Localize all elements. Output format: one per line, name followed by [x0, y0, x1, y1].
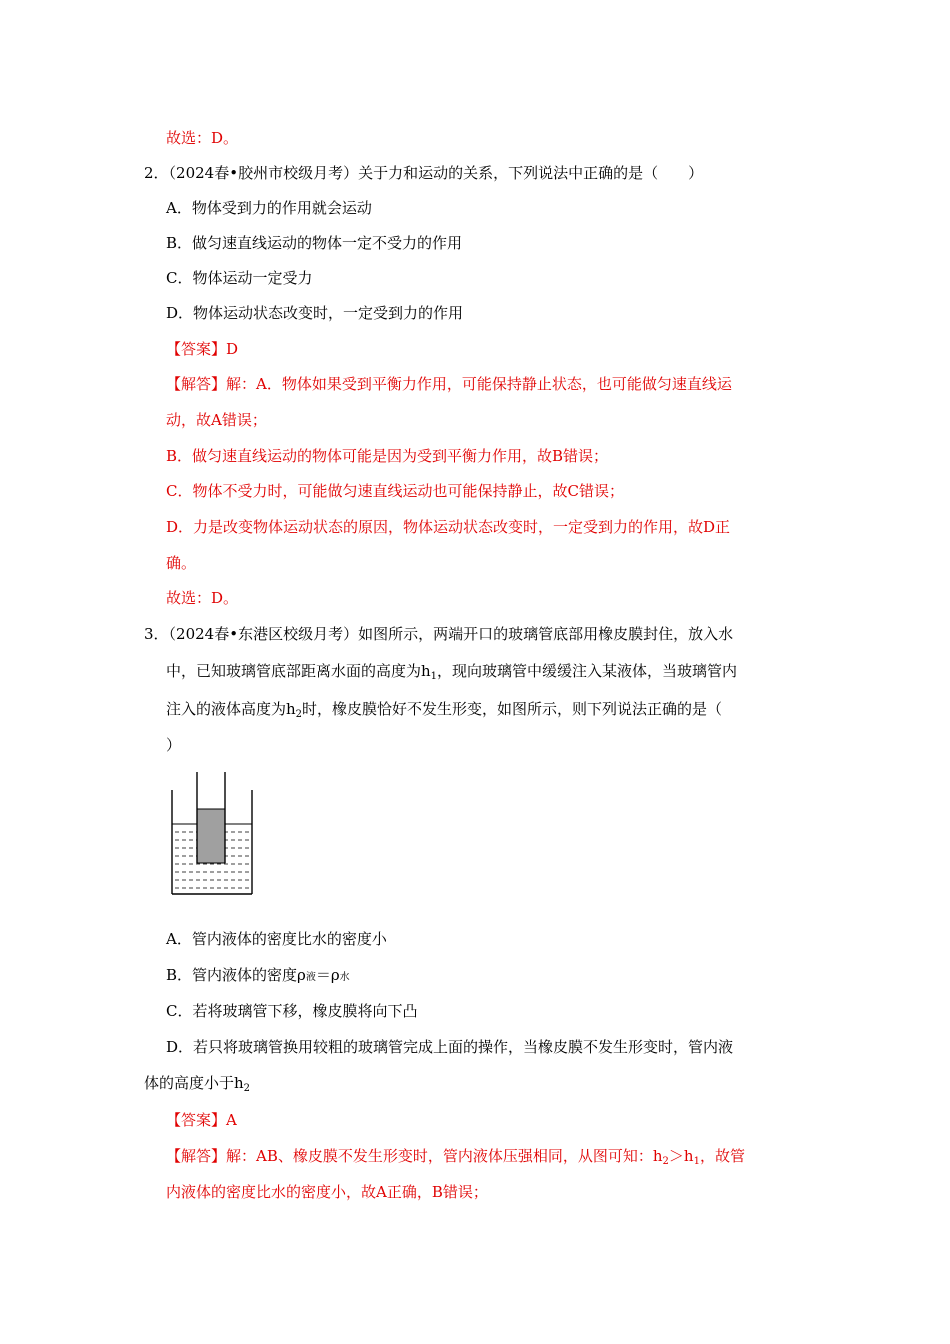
q3-option-a: A．管内液体的密度比水的密度小 — [166, 930, 387, 948]
q2-analysis-line: 确。 — [166, 554, 197, 572]
q2-analysis-line: 故选：D。 — [166, 589, 239, 607]
q2-analysis-line: D．力是改变物体运动状态的原因，物体运动状态改变时，一定受到力的作用，故D正 — [166, 518, 731, 536]
beaker-with-glass-tube-diagram-icon — [166, 770, 258, 898]
q3-answer: 【答案】A — [166, 1111, 237, 1129]
q2-analysis-line: 动，故A错误； — [166, 411, 267, 429]
q3-stem-line: 3．（2024春•东港区校级月考）如图所示，两端开口的玻璃管底部用橡皮膜封住，放入水 — [144, 625, 734, 643]
q2-option-c: C．物体运动一定受力 — [166, 269, 313, 287]
q3-option-b: B．管内液体的密度ρ液＝ρ水 — [166, 966, 350, 984]
q2-answer: 【答案】D — [166, 340, 239, 358]
prev-answer-conclusion: 故选：D。 — [166, 129, 239, 147]
q3-option-d: D．若只将玻璃管换用较粗的玻璃管完成上面的操作，当橡皮膜不发生形变时，管内液 — [166, 1038, 734, 1056]
q3-stem-line: 注入的液体高度为$h_2$时，橡皮膜恰好不发生形变，如图所示，则下列说法正确的是（ — [166, 700, 723, 720]
q3-option-d-continued: 体的高度小于$h_2$ — [144, 1074, 251, 1094]
q2-option-b: B．做匀速直线运动的物体一定不受力的作用 — [166, 234, 463, 252]
q3-stem-line: ） — [166, 736, 182, 754]
q2-option-d: D．物体运动状态改变时，一定受到力的作用 — [166, 304, 464, 322]
q2-stem: 2．（2024春•胶州市校级月考）关于力和运动的关系，下列说法中正确的是（ ） — [144, 164, 704, 182]
q2-option-a: A．物体受到力的作用就会运动 — [166, 199, 372, 217]
q2-analysis-line: B．做匀速直线运动的物体可能是因为受到平衡力作用，故B错误； — [166, 447, 609, 465]
q3-analysis-line: 【解答】解：AB、橡皮膜不发生形变时，管内液体压强相同，从图可知：$h_2>h_1$，故管 — [166, 1147, 745, 1167]
q2-analysis-line: 【解答】解：A．物体如果受到平衡力作用，可能保持静止状态，也可能做匀速直线运 — [166, 375, 732, 393]
q2-analysis-line: C．物体不受力时，可能做匀速直线运动也可能保持静止，故C错误； — [166, 482, 624, 500]
q3-option-c: C．若将玻璃管下移，橡皮膜将向下凸 — [166, 1002, 418, 1020]
q3-stem-line: 中，已知玻璃管底部距离水面的高度为$h_1$，现向玻璃管中缓缓注入某液体，当玻璃管内 — [166, 662, 738, 682]
q3-analysis-line: 内液体的密度比水的密度小，故A正确，B错误； — [166, 1183, 488, 1201]
